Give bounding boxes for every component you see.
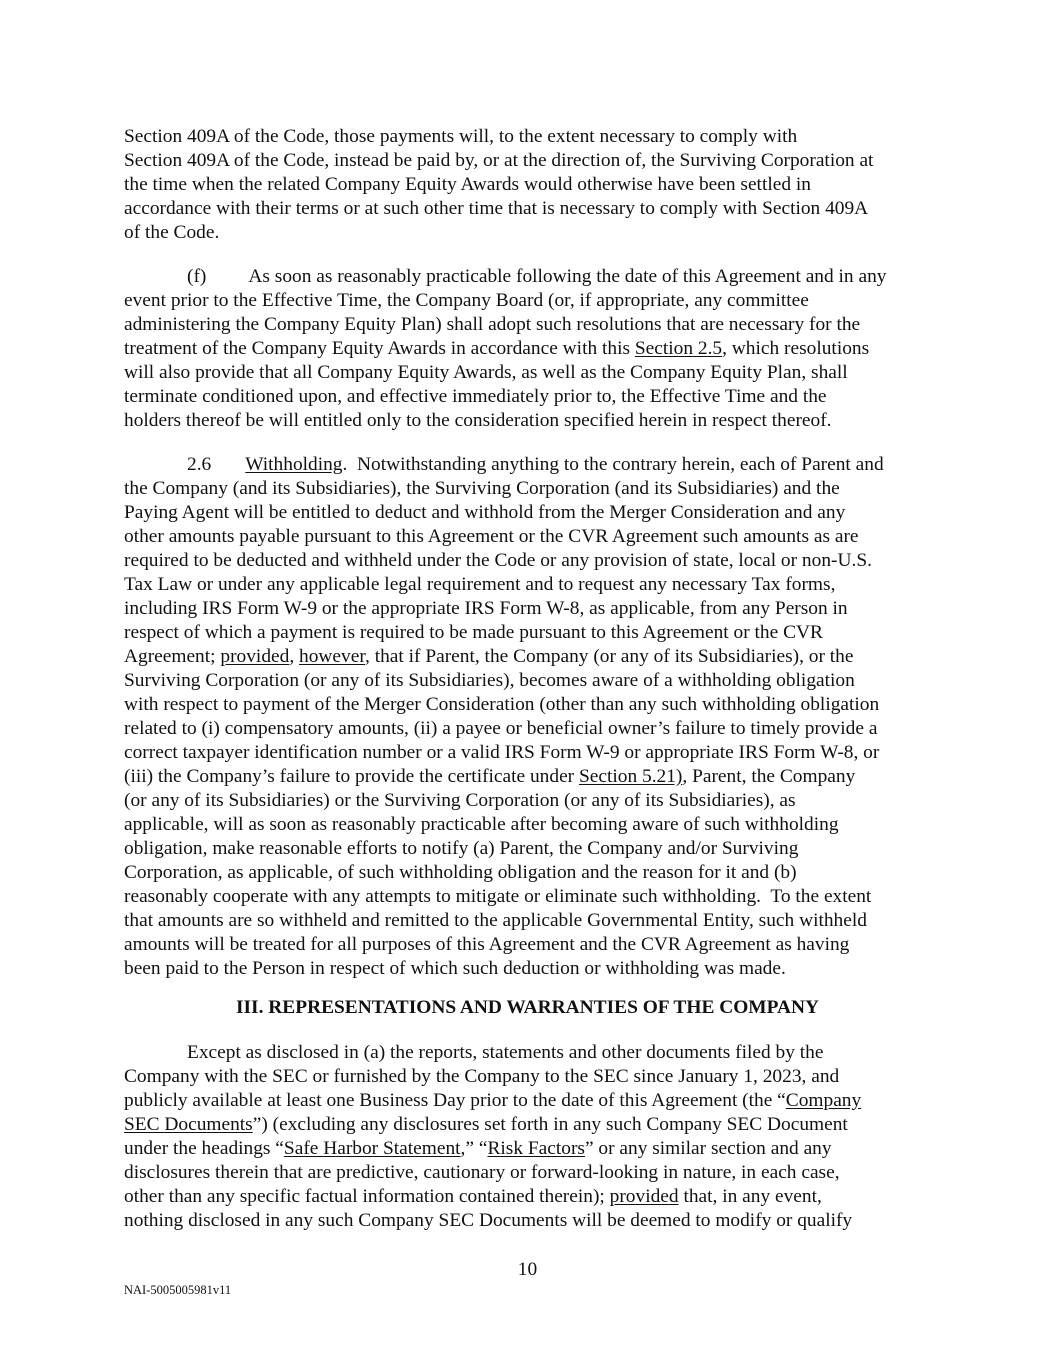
para-2-6-line-22: been paid to the Person in respect of which such deduction or withholding was made. [124, 958, 786, 979]
para-2-6-line-17: obligation, make reasonable efforts to notify (a) Parent, the Company and/or Surviving [124, 838, 799, 859]
para-f-line-6: terminate conditioned upon, and effective immediately prior to, the Effective Time and the [124, 386, 827, 407]
para-f-line-1: (f) As soon as reasonably practicable following the date of this Agreement and in any [187, 266, 887, 287]
para1-line-3: the time when the related Company Equity Awards would otherwise have been settled in [124, 174, 811, 195]
para-2-6-line-15: (or any of its Subsidiaries) or the Surviving Corporation (or any of its Subsidiaries), as [124, 790, 796, 811]
provided-term: provided [220, 646, 290, 667]
para-2-6-line-1: 2.6 Withholding. Notwithstanding anything to the contrary herein, each of Parent and [187, 454, 884, 475]
para-2-6-line-7: including IRS Form W-9 or the appropriate IRS Form W-8, as applicable, from any Person in [124, 598, 848, 619]
document-id: NAI-5005005981v11 [124, 1283, 232, 1297]
risk-factors-term: Risk Factors [487, 1138, 585, 1159]
para-2-6-line-12: related to (i) compensatory amounts, (ii) a payee or beneficial owner’s failure to timely provide a [124, 718, 878, 739]
section-title-withholding: Withholding [245, 454, 343, 475]
para-2-6-line-4: other amounts payable pursuant to this Agreement or the CVR Agreement such amounts as are [124, 526, 859, 547]
para1-line-1: Section 409A of the Code, those payments will, to the extent necessary to comply with [124, 126, 798, 147]
para3-line-6: disclosures therein that are predictive, cautionary or forward-looking in nature, in each case, [124, 1162, 840, 1183]
para-2-6-line-13: correct taxpayer identification number or a valid IRS Form W-9 or appropriate IRS Form W-8, or [124, 742, 880, 763]
para-2-6-line-18: Corporation, as applicable, of such withholding obligation and the reason for it and (b) [124, 862, 797, 883]
para3-line-4: SEC Documents”) (excluding any disclosures set forth in any such Company SEC Document [124, 1114, 848, 1135]
para-f-line-2: event prior to the Effective Time, the Company Board (or, if appropriate, any committee [124, 290, 809, 311]
para3-line-5: under the headings “Safe Harbor Statement,” “Risk Factors” or any similar section and any [124, 1138, 832, 1159]
section-5-21-reference: Section 5.21) [578, 766, 683, 787]
para-2-6-line-10: Surviving Corporation (or any of its Subsidiaries), becomes aware of a withholding obligation [124, 670, 855, 691]
para-2-6-line-20: that amounts are so withheld and remitted to the applicable Governmental Entity, such withheld [124, 910, 867, 931]
page-number: 10 [517, 1259, 538, 1280]
para1-line-4: accordance with their terms or at such other time that is necessary to comply with Section 409A [124, 198, 869, 219]
para-2-6-line-14: (iii) the Company’s failure to provide the certificate under Section 5.21), Parent, the Company [124, 766, 856, 787]
article-heading: III. REPRESENTATIONS AND WARRANTIES OF THE COMPANY [235, 997, 820, 1018]
para-2-6-line-11: with respect to payment of the Merger Consideration (other than any such withholding obligation [124, 694, 880, 715]
provided-term-2: provided [609, 1186, 679, 1207]
para-2-6-line-16: applicable, will as soon as reasonably practicable after becoming aware of such withholding [124, 814, 839, 835]
para-2-6-line-9: Agreement; provided, however, that if Parent, the Company (or any of its Subsidiaries), or the [124, 646, 854, 667]
company-term-part1: Company [785, 1090, 862, 1111]
safe-harbor-term: Safe Harbor Statement [283, 1138, 461, 1159]
company-term-part2: SEC Documents [124, 1114, 253, 1135]
para-2-6-line-8: respect of which a payment is required to be made pursuant to this Agreement or the CVR [124, 622, 823, 643]
para3-line-1: Except as disclosed in (a) the reports, statements and other documents filed by the [187, 1042, 824, 1063]
para-f-line-7: holders thereof be will entitled only to the consideration specified herein in respect thereof. [124, 410, 832, 431]
section-number: 2.6 [187, 454, 212, 475]
para-2-6-line-2: the Company (and its Subsidiaries), the Surviving Corporation (and its Subsidiaries) and the [124, 478, 840, 499]
para-2-6-line-5: required to be deducted and withheld under the Code or any provision of state, local or non-U.S. [124, 550, 872, 571]
para1-line-5: of the Code. [124, 222, 220, 243]
para3-line-8: nothing disclosed in any such Company SEC Documents will be deemed to modify or qualify [124, 1210, 853, 1231]
para3-line-7: other than any specific factual information contained therein); provided that, in any event, [124, 1186, 822, 1207]
para-f-label: (f) [187, 266, 207, 287]
section-2-5-reference: Section 2.5 [634, 338, 723, 359]
para1-line-2: Section 409A of the Code, instead be paid by, or at the direction of, the Surviving Corporation at [124, 150, 874, 171]
para-f-line-3: administering the Company Equity Plan) shall adopt such resolutions that are necessary for the [124, 314, 861, 335]
para-2-6-line-6: Tax Law or under any applicable legal requirement and to request any necessary Tax forms, [124, 574, 836, 595]
para3-line-2: Company with the SEC or furnished by the Company to the SEC since January 1, 2023, and [124, 1066, 840, 1087]
para-f-line-5: will also provide that all Company Equity Awards, as well as the Company Equity Plan, shall [124, 362, 848, 383]
para-2-6-line-19: reasonably cooperate with any attempts to mitigate or eliminate such withholding. To the extent [124, 886, 872, 907]
however-term: however [299, 646, 366, 667]
para3-line-3: publicly available at least one Business Day prior to the date of this Agreement (the “Company [124, 1090, 862, 1111]
para-2-6-line-21: amounts will be treated for all purposes of this Agreement and the CVR Agreement as having [124, 934, 850, 955]
para-f-line-4: treatment of the Company Equity Awards in accordance with this Section 2.5, which resolutions [124, 338, 870, 359]
para-2-6-line-3: Paying Agent will be entitled to deduct and withhold from the Merger Consideration and any [124, 502, 846, 523]
